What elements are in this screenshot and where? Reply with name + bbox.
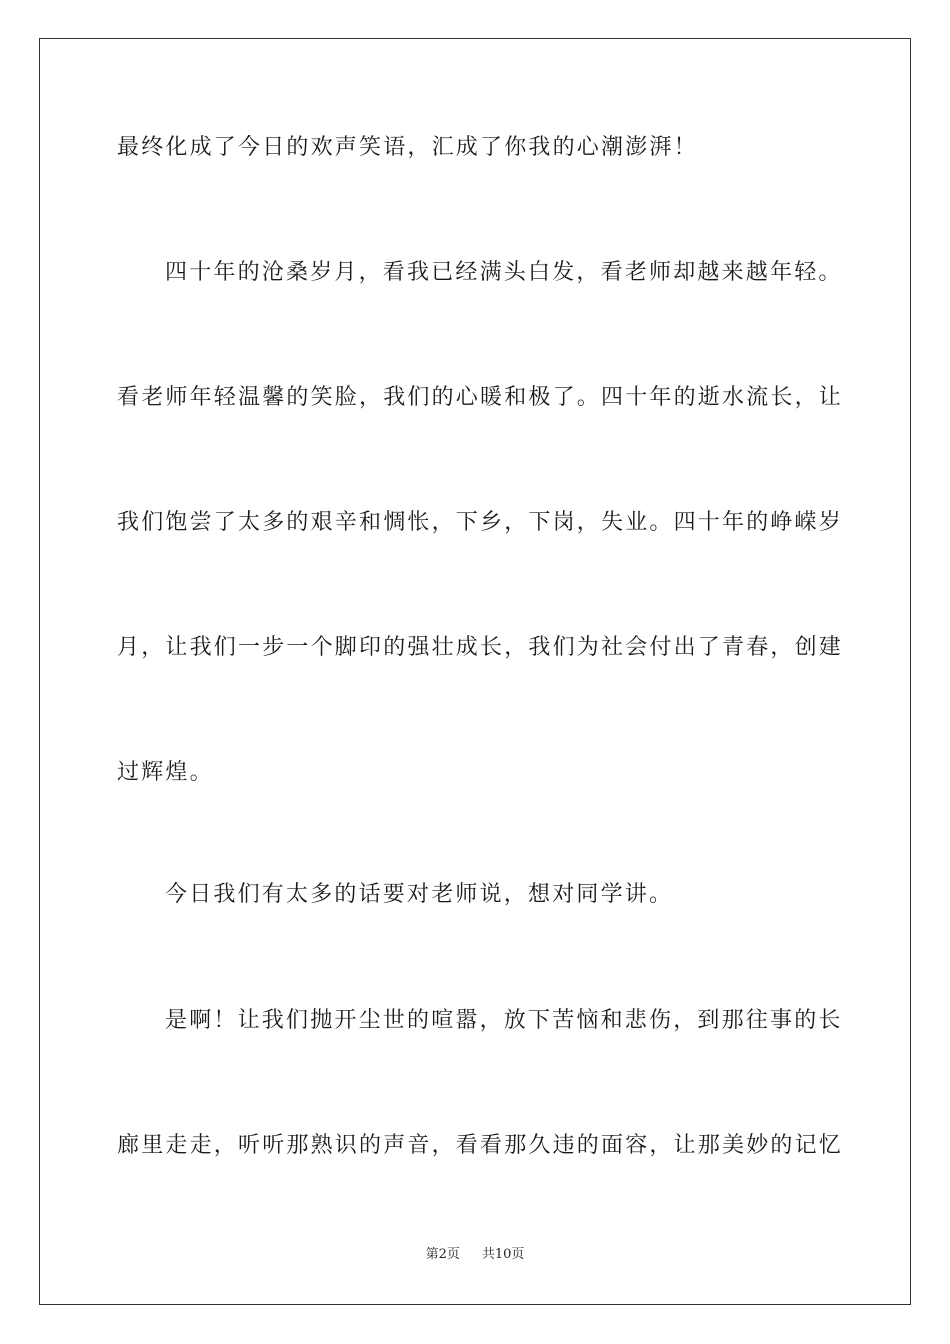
- text-line-2: 四十年的沧桑岁月，看我已经满头白发，看老师却越来越年轻。: [165, 260, 843, 285]
- page-total: 共10页: [481, 1247, 525, 1262]
- text-line-1: 最终化成了今日的欢声笑语，汇成了你我的心潮澎湃！: [117, 135, 698, 160]
- page-number: 第2页: [425, 1247, 460, 1262]
- text-line-4: 我们饱尝了太多的艰辛和惆怅，下乡，下岗，失业。四十年的峥嵘岁: [117, 510, 844, 535]
- text-line-5: 月，让我们一步一个脚印的强壮成长，我们为社会付出了青春，创建: [117, 635, 844, 660]
- text-line-7: 今日我们有太多的话要对老师说，想对同学讲。: [165, 882, 674, 907]
- text-line-8: 是啊！让我们抛开尘世的喧嚣，放下苦恼和悲伤，到那往事的长: [165, 1008, 843, 1033]
- page-footer: [0, 1246, 950, 1264]
- text-line-3: 看老师年轻温馨的笑脸，我们的心暖和极了。四十年的逝水流长，让: [117, 385, 844, 410]
- page-border: [39, 38, 911, 1305]
- text-line-6: 过辉煌。: [117, 760, 214, 785]
- text-line-9: 廊里走走，听听那熟识的声音，看看那久违的面容，让那美妙的记忆: [117, 1133, 844, 1158]
